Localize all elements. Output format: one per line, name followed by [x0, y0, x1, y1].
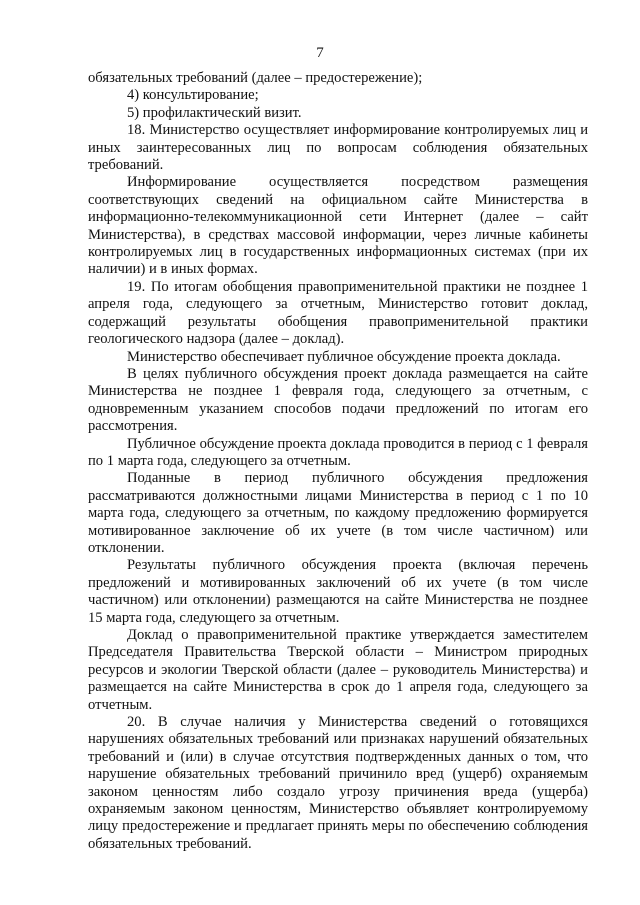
list-item-consulting: 4) консультирование; — [127, 87, 259, 104]
paragraph-proposals-review: Поданные в период публичного обсуждения предложения рассматриваются должностными лицами Министерства в период с 1 по 10 марта года, следующего за отчетным, по каждому предложению формируется мотивированное заключение об их учете (в том числе частичном) или отклонении. — [88, 470, 588, 556]
paragraph-draft-publication: В целях публичного обсуждения проект доклада размещается на сайте Министерства не позднее 1 февраля года, следующего за отчетным, с одновременным указанием способов подачи предложений по итогам его рассмотрения. — [88, 365, 588, 435]
paragraph-19: 19. По итогам обобщения правоприменительной практики не позднее 1 апреля года, следующего за отчетным, Министерство готовит доклад, содержащий результаты обобщения правоприменительной практики геологического надзора (далее – доклад). — [88, 278, 588, 348]
paragraph-public-discussion: Министерство обеспечивает публичное обсуждение проекта доклада. — [127, 348, 561, 365]
paragraph-20: 20. В случае наличия у Министерства сведений о готовящихся нарушениях обязательных требований или признаках нарушений обязательных требований и (или) в случае отсутствия подтвержденных данных о том, что нарушение обязательных требований причинило вред (ущерб) охраняемым законом ценностям либо создало угрозу причинения вреда (ущерба) охраняемым законом ценностям, Министерство объявляет контролируемому лицу предостережение и предлагает принять меры по обеспечению соблюдения обязательных требований. — [88, 714, 588, 852]
paragraph-18: 18. Министерство осуществляет информирование контролируемых лиц и иных заинтересованных лиц по вопросам соблюдения обязательных требований. — [88, 122, 588, 174]
paragraph-report-approval: Доклад о правоприменительной практике утверждается заместителем Председателя Правительства Тверской области – Министром природных ресурсов и экологии Тверской области (далее – руководитель Министерства) и размещается на сайте Министерства в срок до 1 апреля года, следующего за отчетным. — [88, 627, 588, 713]
paragraph-discussion-results: Результаты публичного обсуждения проекта (включая перечень предложений и мотивированных заключений об их учете (в том числе частичном) или отклонении) размещаются на сайте Министерства не позднее 15 марта года, следующего за отчетным. — [88, 557, 588, 626]
page-number: 7 — [316, 45, 324, 61]
paragraph-continuation: обязательных требований (далее – предостережение); — [88, 70, 423, 86]
document-body — [88, 70, 588, 853]
list-item-preventive-visit: 5) профилактический визит. — [127, 104, 302, 121]
paragraph-discussion-period: Публичное обсуждение проекта доклада проводится в период с 1 февраля по 1 марта года, следующего за отчетным. — [88, 435, 588, 469]
paragraph-informing: Информирование осуществляется посредством размещения соответствующих сведений на официальном сайте Министерства в информационно-телекоммуникационной сети Интернет (далее – сайт Министерства), в средствах массовой информации, через личные кабинеты контролируемых лиц в государственных информационных системах (при их наличии) и в иных формах. — [88, 174, 588, 278]
